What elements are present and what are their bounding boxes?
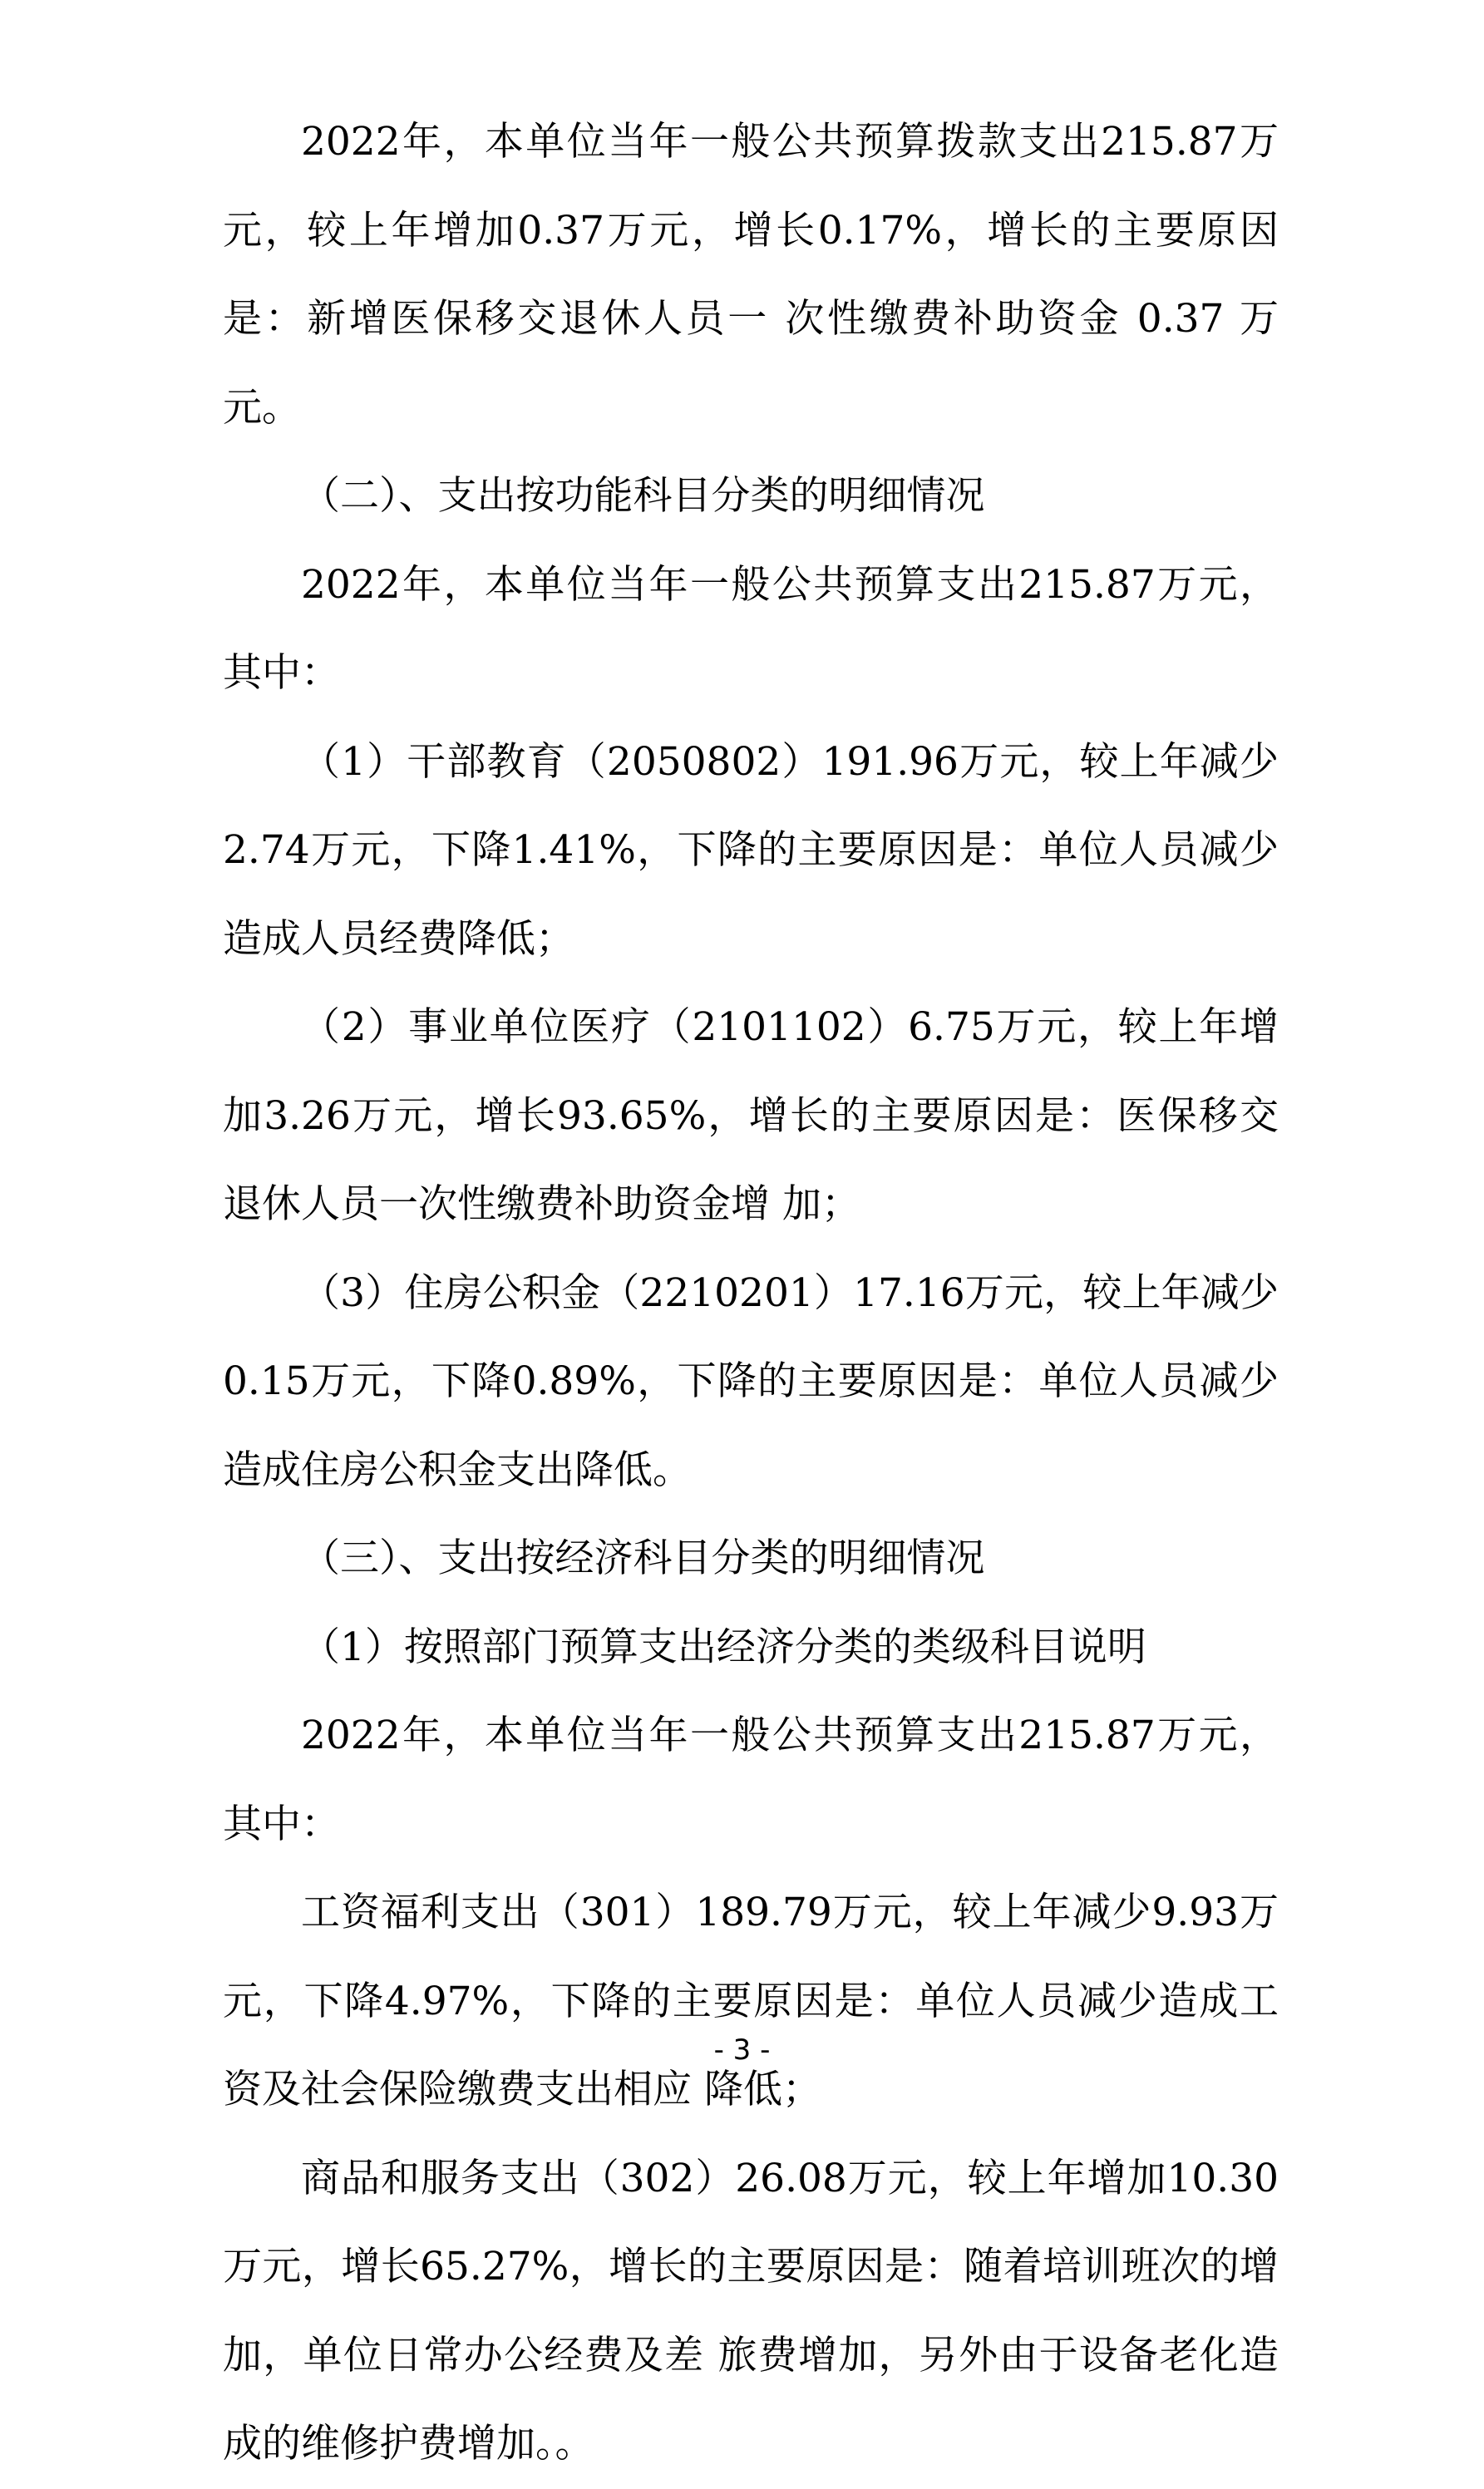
paragraph-functional-total: 2022年，本单位当年一般公共预算支出215.87万元，其中： bbox=[223, 561, 1279, 696]
paragraph-budget-summary: 2022年，本单位当年一般公共预算拨款支出215.87万元，较上年增加0.37万元，增长0.17%，增长的主要原因是：新增医保移交退休人员一 次性缴费补助资金 0.37 万元。 bbox=[223, 119, 1279, 431]
paragraph-housing-fund: （3）住房公积金（2210201）17.16万元，较上年减少0.15万元，下降0.89%，下降的主要原因是：单位人员减少造成住房公积金支出降低。 bbox=[223, 1269, 1279, 1493]
page-number: - 3 - bbox=[713, 2033, 771, 2067]
paragraph-goods-services: 商品和服务支出（302）26.08万元，较上年增加10.30万元，增长65.27%，增长的主要原因是：随着培训班次的增加，单位日常办公经费及差 旅费增加，另外由于设备老化造成的维修护费增加。。 bbox=[223, 2155, 1279, 2467]
heading-functional-classification: （二）、支出按功能科目分类的明细情况 bbox=[301, 473, 985, 519]
heading-economic-classification: （三）、支出按经济科目分类的明细情况 bbox=[301, 1535, 985, 1581]
paragraph-wages-welfare: 工资福利支出（301）189.79万元，较上年减少9.93万元，下降4.97%，下降的主要原因是：单位人员减少造成工资及社会保险缴费支出相应 降低； bbox=[223, 1890, 1279, 2112]
subheading-economic-category: （1）按照部门预算支出经济分类的类级科目说明 bbox=[301, 1624, 1146, 1670]
paragraph-economic-total: 2022年，本单位当年一般公共预算支出215.87万元，其中： bbox=[223, 1713, 1279, 1847]
body-text bbox=[223, 98, 1279, 2489]
paragraph-cadre-education: （1）干部教育（2050802）191.96万元，较上年减少2.74万元，下降1.41%，下降的主要原因是：单位人员减少造成人员经费降低； bbox=[223, 738, 1279, 962]
paragraph-medical: （2）事业单位医疗（2101102）6.75万元，较上年增加3.26万元，增长93.65%，增长的主要原因是：医保移交退休人员一次性缴费补助资金增 加； bbox=[223, 1004, 1279, 1227]
